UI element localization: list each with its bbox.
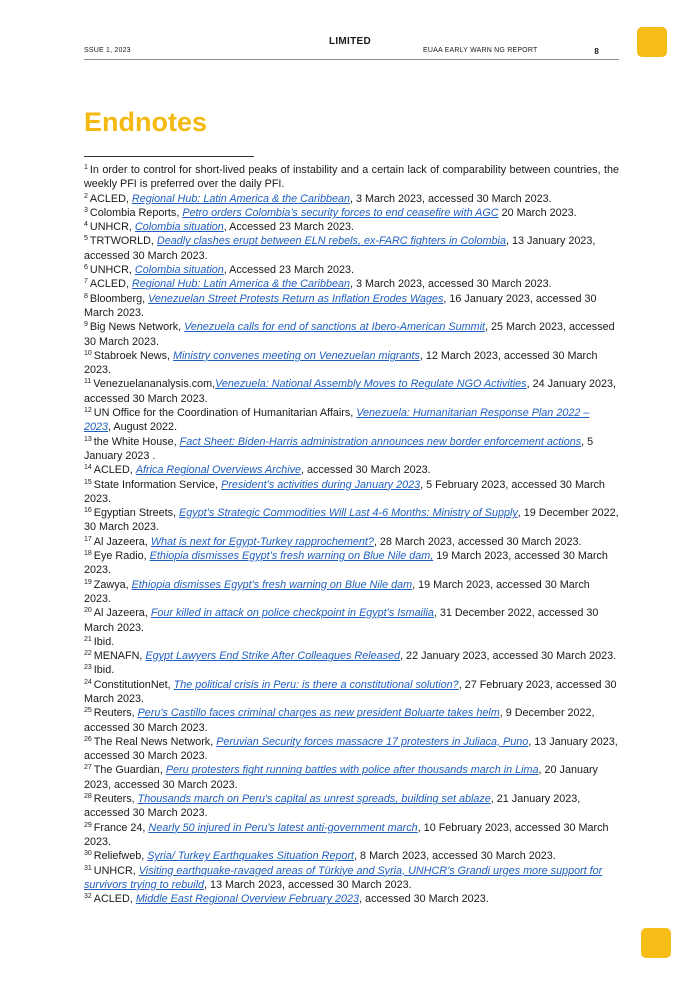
endnote-source: ACLED, — [93, 893, 136, 906]
endnote-item — [84, 435, 619, 464]
endnote-link[interactable]: What is next for Egypt-Turkey rapprochement? — [150, 535, 374, 548]
endnote-source: Big News Network, — [89, 321, 185, 334]
endnote-number: 3 — [84, 206, 88, 214]
endnote-separator — [84, 156, 254, 157]
endnote-source: UNHCR, — [93, 864, 139, 877]
endnote-link[interactable]: Colombia situation — [134, 221, 224, 234]
endnote-item — [84, 763, 619, 792]
endnote-number: 27 — [84, 764, 92, 772]
endnote-details: , 9 December 2022, accessed 30 March 2023. — [84, 707, 595, 734]
endnote-item — [84, 892, 619, 906]
endnote-item — [84, 277, 619, 291]
endnote-item — [84, 478, 619, 507]
endnote-number: 4 — [84, 221, 88, 229]
endnote-source: The Guardian, — [93, 764, 166, 777]
endnote-source: The Real News Network, — [93, 735, 217, 748]
endnote-item — [84, 206, 619, 220]
endnote-source: ACLED, — [93, 464, 136, 477]
endnote-details: , accessed 30 March 2023. — [359, 893, 489, 906]
endnote-number: 6 — [84, 264, 88, 272]
endnote-item — [84, 549, 619, 578]
endnote-details: , 20 January 2023, accessed 30 March 2023. — [84, 764, 598, 791]
endnote-link[interactable]: Nearly 50 injured in Peru’s latest anti-government march — [148, 821, 418, 834]
endnote-number: 2 — [84, 192, 88, 200]
endnote-link[interactable]: Peruvian Security forces massacre 17 protesters in Juliaca, Puno — [216, 735, 529, 748]
endnote-number: 15 — [84, 478, 92, 486]
endnote-item — [84, 735, 619, 764]
endnote-source: Egyptian Streets, — [93, 507, 180, 520]
endnote-source: TRTWORLD, — [89, 235, 157, 248]
endnote-item — [84, 292, 619, 321]
endnote-link[interactable]: Venezuelan Street Protests Return as Inflation Erodes Wages — [148, 292, 444, 305]
endnote-link[interactable]: Venezuela: Humanitarian Response Plan 2022 – 2023 — [84, 407, 590, 434]
endnote-link[interactable]: Middle East Regional Overview February 2023 — [135, 893, 360, 906]
endnote-link[interactable]: Fact Sheet: Biden-Harris administration announces new border enforcement actions — [179, 435, 582, 448]
endnote-number: 21 — [84, 635, 92, 643]
endnote-source: Colombia Reports, — [89, 206, 183, 219]
endnote-details: , 16 January 2023, accessed 30 March 2023. — [84, 292, 597, 319]
report-title: EUAA EARLY WARN NG REPORT — [423, 47, 538, 54]
endnote-item — [84, 377, 619, 406]
endnote-source: Reuters, — [93, 793, 138, 806]
endnote-link[interactable]: Ethiopia dismisses Egypt's fresh warning on Blue Nile dam — [131, 578, 413, 591]
endnote-source: UNHCR, — [89, 221, 135, 234]
endnote-number: 23 — [84, 664, 92, 672]
endnote-details: , 31 December 2022, accessed 30 March 2023. — [84, 607, 599, 634]
endnote-details: , 19 March 2023, accessed 30 March 2023. — [84, 578, 590, 605]
endnote-source: MENAFN, — [93, 650, 146, 663]
endnote-source: ACLED, — [89, 278, 132, 291]
endnote-link[interactable]: Peru protesters fight running battles with police after thousands march in Lima — [165, 764, 539, 777]
endnote-item — [84, 663, 619, 677]
endnote-details: , 13 March 2023, accessed 30 March 2023. — [204, 878, 412, 891]
endnote-link[interactable]: The political crisis in Peru: is there a constitutional solution? — [173, 678, 459, 691]
endnote-source: ACLED, — [89, 192, 132, 205]
page-title: Endnotes — [84, 107, 208, 137]
endnote-source: Reuters, — [93, 707, 138, 720]
endnote-source: In order to control for short-lived peaks of instability and a certain lack of comparability between countries, the weekly PFI is preferred over the daily PFI. — [84, 164, 619, 191]
endnote-details: , 13 January 2023, accessed 30 March 2023. — [84, 735, 618, 763]
endnote-details: , 5 February 2023, accessed 30 March 2023. — [84, 478, 605, 505]
endnote-link[interactable]: President’s activities during January 2023 — [221, 478, 421, 491]
endnote-details: , 22 January 2023, accessed 30 March 2023. — [400, 650, 617, 663]
endnote-number: 11 — [84, 378, 92, 386]
endnote-source: Ibid. — [93, 664, 115, 677]
endnote-link[interactable]: Venezuela: National Assembly Moves to Regulate NGO Activities — [215, 378, 527, 391]
endnote-number: 17 — [84, 535, 92, 543]
endnote-number: 1 — [84, 164, 88, 171]
endnote-details: , 27 February 2023, accessed 30 March 2023. — [84, 678, 617, 705]
endnote-link[interactable]: Egypt’s Strategic Commodities Will Last 4-6 Months: Ministry of Supply — [179, 507, 518, 520]
endnote-number: 7 — [84, 278, 88, 286]
endnote-number: 25 — [84, 707, 92, 715]
endnote-number: 8 — [84, 292, 88, 300]
endnote-item — [84, 263, 619, 277]
endnote-details: , 10 February 2023, accessed 30 March 2023. — [84, 821, 609, 848]
endnote-link[interactable]: Africa Regional Overviews Archive — [135, 464, 302, 477]
endnote-item — [84, 192, 619, 206]
endnote-details: , 21 January 2023, accessed 30 March 2023. — [84, 793, 581, 820]
endnote-link[interactable]: Petro orders Colombia’s security forces to end ceasefire with AGC — [182, 206, 499, 219]
bottom-corner-tab — [641, 928, 671, 958]
endnote-item — [84, 849, 619, 863]
endnote-number: 26 — [84, 735, 92, 743]
endnote-link[interactable]: Visiting earthquake-ravaged areas of Türkiye and Syria, UNHCR’s Grandi urges more support for survivors trying to rebuild — [84, 864, 603, 891]
endnote-number: 30 — [84, 850, 92, 858]
endnote-source: UNHCR, — [89, 264, 135, 277]
endnote-list — [84, 163, 619, 906]
endnote-number: 16 — [84, 507, 92, 515]
endnote-item — [84, 463, 619, 477]
endnote-details: , Accessed 23 March 2023. — [223, 221, 354, 234]
endnote-source: ConstitutionNet, — [93, 678, 174, 691]
endnote-source: State Information Service, — [93, 478, 222, 491]
endnote-number: 32 — [84, 893, 92, 901]
endnote-number: 29 — [84, 821, 92, 829]
endnote-item — [84, 320, 619, 349]
endnote-number: 18 — [84, 550, 92, 558]
endnote-number: 19 — [84, 578, 92, 586]
endnote-item — [84, 234, 619, 263]
endnote-source: UN Office for the Coordination of Humanitarian Affairs, — [93, 407, 357, 420]
endnote-source: Zawya, — [93, 578, 132, 591]
endnote-number: 10 — [84, 349, 92, 357]
endnote-link[interactable]: Ministry convenes meeting on Venezuelan migrants — [173, 349, 420, 362]
endnote-details: , 5 January 2023 . — [84, 435, 594, 462]
endnote-source: Bloomberg, — [89, 292, 149, 305]
endnote-number: 31 — [84, 864, 92, 872]
endnote-item — [84, 792, 619, 821]
endnote-details: , August 2022. — [108, 421, 178, 434]
endnote-source: Al Jazeera, — [93, 535, 151, 548]
endnote-link[interactable]: Syria/ Turkey Earthquakes Situation Report — [147, 850, 355, 863]
top-corner-tab — [637, 27, 667, 57]
endnote-item — [84, 220, 619, 234]
endnote-details: 19 March 2023, accessed 30 March 2023. — [84, 550, 608, 577]
endnote-link[interactable]: Egypt Lawyers End Strike After Colleagues Released — [145, 650, 401, 663]
endnote-item — [84, 606, 619, 635]
endnote-link[interactable]: Regional Hub: Latin America & the Caribbean — [131, 192, 350, 205]
issue-label: SSUE 1, 2023 — [84, 47, 131, 54]
endnote-source: France 24, — [93, 821, 149, 834]
endnote-details: , accessed 30 March 2023. — [301, 464, 431, 477]
endnote-item — [84, 706, 619, 735]
endnote-details: , 13 January 2023, accessed 30 March 2023. — [84, 235, 596, 262]
endnote-item — [84, 535, 619, 549]
endnote-link[interactable]: Venezuela calls for end of sanctions at Ibero-American Summit — [184, 321, 485, 334]
endnote-source: the White House, — [93, 435, 180, 448]
endnote-details: , Accessed 23 March 2023. — [223, 264, 354, 277]
endnote-link[interactable]: Ethiopia dismisses Egypt’s fresh warning on Blue Nile dam, — [149, 550, 434, 563]
endnote-details: , 3 March 2023, accessed 30 March 2023. — [349, 278, 552, 291]
endnote-item — [84, 349, 619, 378]
endnote-item — [84, 578, 619, 607]
endnote-details: , 19 December 2022, 30 March 2023. — [84, 507, 619, 534]
endnote-number: 22 — [84, 650, 92, 658]
endnote-item — [84, 864, 619, 893]
endnote-details: , 8 March 2023, accessed 30 March 2023. — [354, 850, 556, 863]
endnote-link[interactable]: Four killed in attack on police checkpoint in Egypt’s Ismailia — [150, 607, 434, 620]
endnote-source: Reliefweb, — [93, 850, 148, 863]
endnote-number: 5 — [84, 235, 88, 243]
endnote-item — [84, 406, 619, 435]
endnote-link[interactable]: Thousands march on Peru's capital as unrest spreads, building set ablaze — [137, 793, 491, 806]
running-header — [84, 47, 619, 59]
endnote-source: Eye Radio, — [93, 550, 150, 563]
endnote-item — [84, 649, 619, 663]
classification-label: LIMITED — [328, 36, 372, 47]
endnote-number: 20 — [84, 607, 92, 615]
endnote-details: , 3 March 2023, accessed 30 March 2023. — [349, 192, 552, 205]
endnote-details: , 28 March 2023, accessed 30 March 2023. — [373, 535, 582, 548]
endnote-details: , 24 January 2023, accessed 30 March 2023. — [84, 378, 617, 405]
endnote-source: Venezuelananalysis.com, — [93, 378, 216, 391]
endnote-link[interactable]: Colombia situation — [134, 264, 224, 277]
endnote-item — [84, 821, 619, 850]
endnote-item — [84, 678, 619, 707]
endnote-item — [84, 635, 619, 649]
endnote-details: , 25 March 2023, accessed 30 March 2023. — [84, 321, 615, 348]
endnote-item — [84, 506, 619, 535]
endnote-number: 24 — [84, 678, 92, 686]
page-number: 8 — [594, 47, 599, 56]
endnote-number: 28 — [84, 793, 92, 801]
header-divider — [84, 59, 619, 60]
endnote-details: 20 March 2023. — [498, 206, 577, 219]
endnote-item — [84, 163, 619, 192]
endnote-number: 13 — [84, 435, 92, 443]
endnote-link[interactable]: Deadly clashes erupt between ELN rebels, ex-FARC fighters in Colombia — [156, 235, 506, 248]
endnote-link[interactable]: Peru's Castillo faces criminal charges as new president Boluarte takes helm — [137, 707, 500, 720]
endnote-source: Al Jazeera, — [93, 607, 151, 620]
endnote-number: 9 — [84, 321, 88, 329]
endnote-source: Ibid. — [93, 635, 115, 648]
endnote-source: Stabroek News, — [93, 349, 174, 362]
endnote-number: 14 — [84, 464, 92, 472]
endnote-details: , 12 March 2023, accessed 30 March 2023. — [84, 349, 598, 377]
endnote-link[interactable]: Regional Hub: Latin America & the Caribbean — [131, 278, 350, 291]
endnote-number: 12 — [84, 407, 92, 415]
